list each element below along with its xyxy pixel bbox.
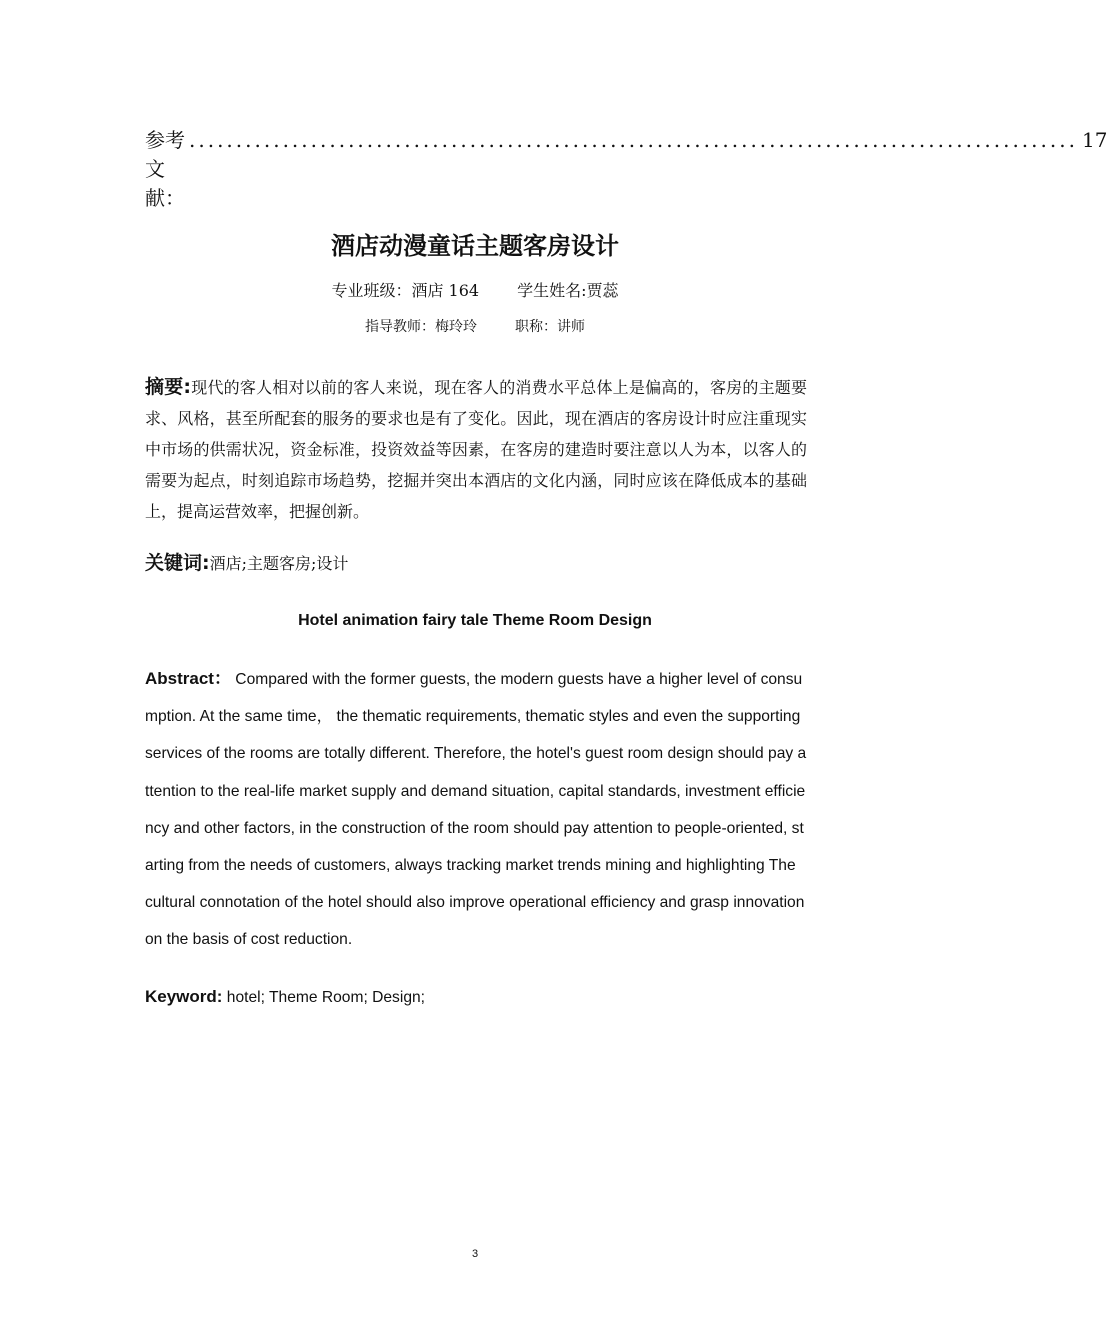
chinese-keywords-heading: 关键词: (145, 552, 210, 574)
english-keywords (145, 982, 807, 1013)
english-keywords-text: hotel; Theme Room; Design; (222, 989, 425, 1006)
chinese-keywords (145, 548, 807, 579)
author-meta-line-2 (0, 316, 950, 336)
author-meta-line-1 (0, 278, 950, 301)
toc-page-number: 17 (1081, 128, 1107, 152)
toc-entry-references[interactable] (145, 124, 1107, 211)
rank-label: 职称：讲师 (515, 319, 585, 335)
student-label: 学生姓名:贾蕊 (517, 281, 619, 300)
chinese-abstract-text: 现代的客人相对以前的客人来说，现在客人的消费水平总体上是偏高的，客房的主题要求、风格，甚至所配套的服务的要求也是有了变化。因此，现在酒店的客房设计时应注重现实中市场的供需状况，资金标准，投资效益等因素，在客房的建造时要注意以人为本，以客人的需要为起点，时刻追踪市场趋势，挖掘并突出本酒店的文化内涵，同时应该在降低成本的基础上，提高运营效率，把握创新。 (145, 378, 807, 521)
toc-leader-dots: ............................................................................................... (189, 128, 1078, 152)
toc-label: 参考文献： (145, 128, 185, 210)
english-title: Hotel animation fairy tale Theme Room Design (298, 612, 652, 629)
page-number: 3 (471, 1248, 479, 1260)
chinese-abstract (145, 372, 807, 527)
english-abstract (145, 660, 807, 959)
class-label: 专业班级：酒店 164 (331, 281, 480, 300)
english-abstract-text: Compared with the former guests, the modern guests have a higher level of consumption. At the same time， the thematic requirements, thematic styles and even the supporting services of the rooms are totally different. Therefore, the hotel's guest room design should pay attention to the real-life market supply and demand situation, capital standards, investment efficiency and other factors, in the construction of the room should pay attention to people-oriented, starting from the needs of customers, always tracking market trends mining and highlighting The cultural connotation of the hotel should also improve operational efficiency and grasp innovation on the basis of cost reduction. (145, 671, 807, 949)
chinese-keywords-text: 酒店;主题客房;设计 (209, 554, 349, 573)
advisor-label: 指导教师：梅玲玲 (365, 319, 477, 335)
chinese-abstract-heading: 摘要: (145, 376, 192, 398)
english-keywords-heading: Keyword: (145, 987, 223, 1006)
paper-title: 酒店动漫童话主题客房设计 (331, 232, 619, 260)
english-abstract-heading: Abstract： (145, 669, 231, 688)
